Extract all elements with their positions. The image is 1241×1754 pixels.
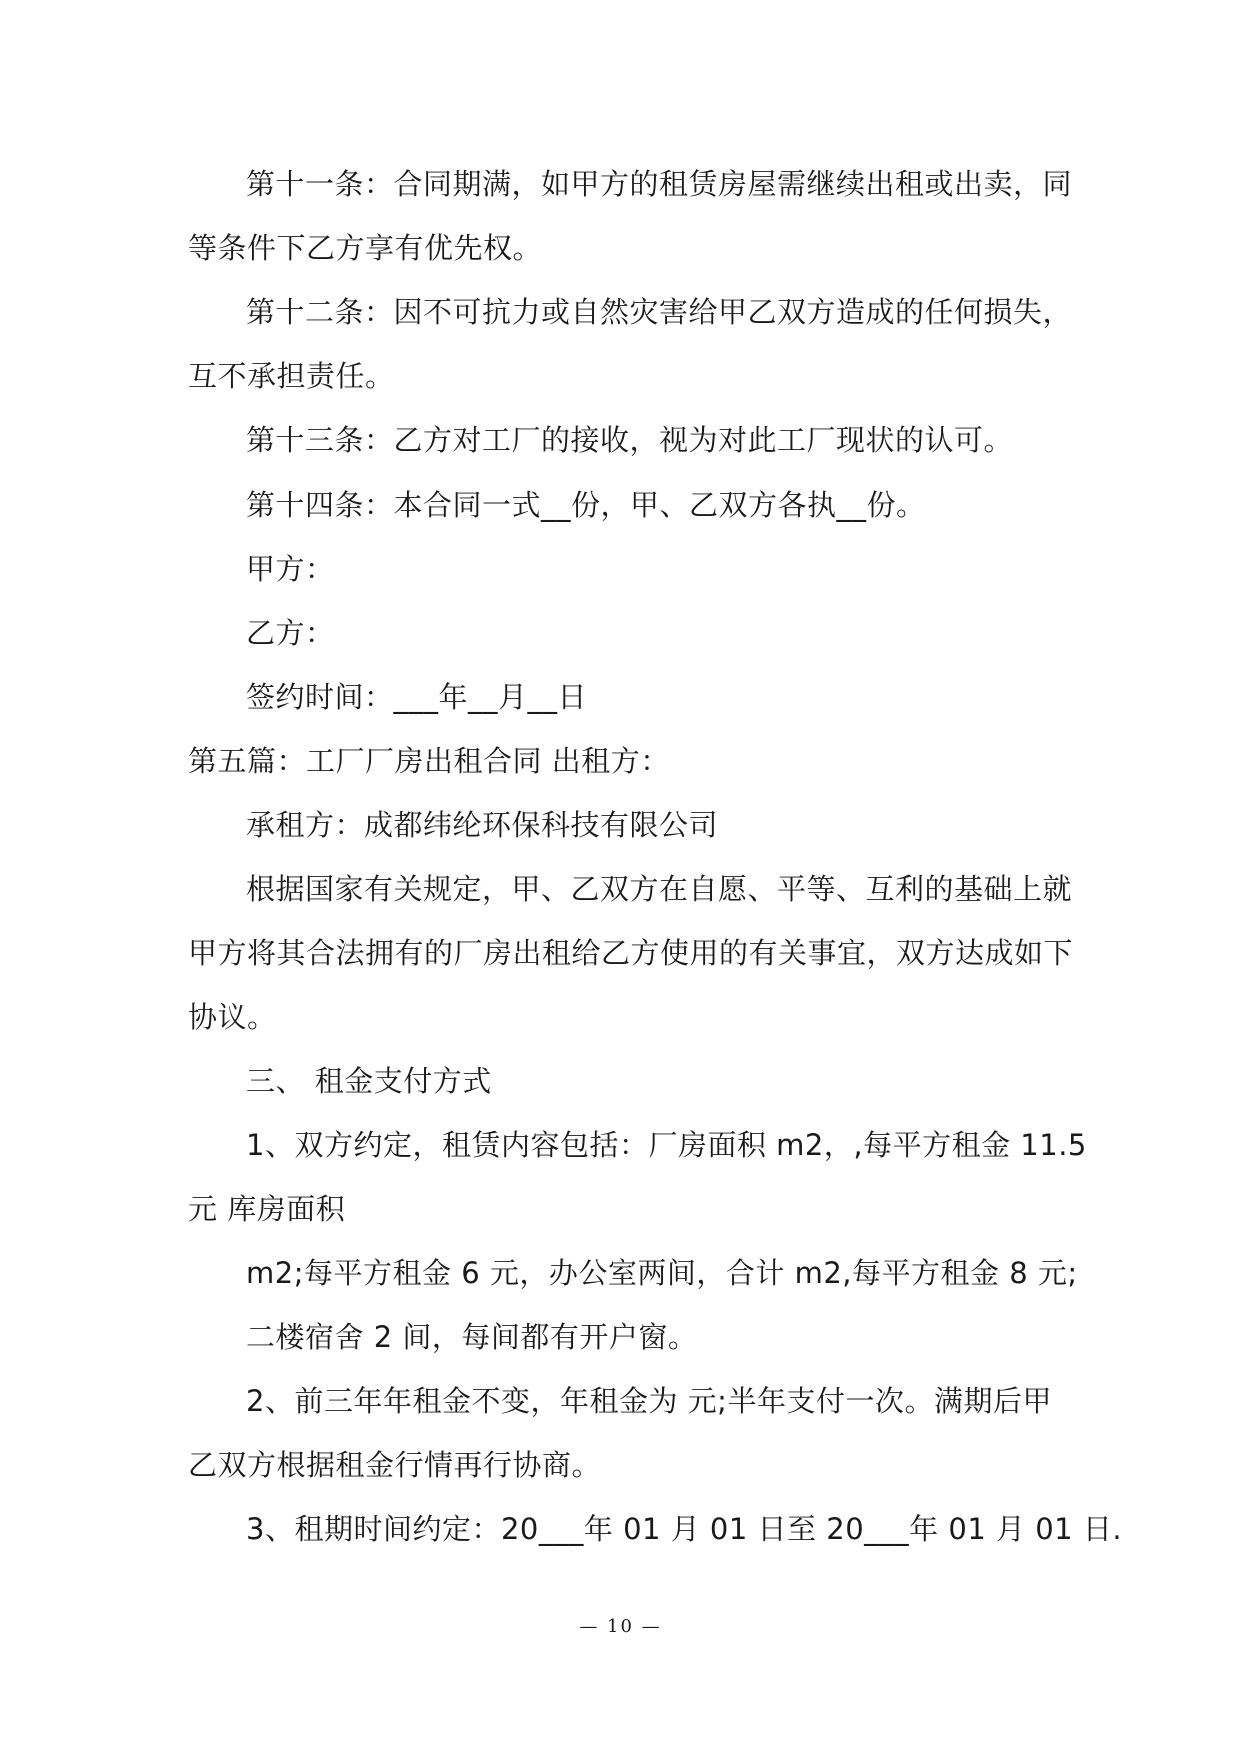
- party-a-label: 甲方：: [246, 552, 335, 586]
- article-14: 第十四条：本合同一式__份，甲、乙双方各执__份。: [246, 488, 926, 522]
- preamble-line-1: 根据国家有关规定，甲、乙双方在自愿、平等、互利的基础上就: [246, 872, 1073, 906]
- page-number: — 10 —: [579, 1616, 662, 1637]
- clause-2-line-1: 2、前三年年租金不变，年租金为 元;半年支付一次。满期后甲: [246, 1384, 1052, 1418]
- lessee-line: 承租方：成都纬纶环保科技有限公司: [246, 808, 719, 842]
- preamble-line-2: 甲方将其合法拥有的厂房出租给乙方使用的有关事宜，双方达成如下: [188, 936, 1074, 970]
- clause-1-line-2: 元 库房面积: [188, 1192, 346, 1226]
- clause-2-line-2: 乙双方根据租金行情再行协商。: [188, 1448, 602, 1482]
- clause-3-line-1: 3、租期时间约定：20___年 01 月 01 日至 20___年 01 月 01 日.: [246, 1512, 1123, 1546]
- article-12-line-2: 互不承担责任。: [188, 359, 395, 393]
- article-11-line-2: 等条件下乙方享有优先权。: [188, 231, 543, 265]
- party-b-label: 乙方：: [246, 616, 335, 650]
- clause-1-line-1: 1、双方约定，租赁内容包括：厂房面积 m2，,每平方租金 11.5: [246, 1128, 1087, 1162]
- clause-1-line-4: 二楼宿舍 2 间，每间都有开户窗。: [246, 1320, 698, 1354]
- preamble-line-3: 协议。: [188, 1000, 277, 1034]
- article-11-line-1: 第十一条：合同期满，如甲方的租赁房屋需继续出租或出卖，同: [246, 167, 1073, 201]
- section-heading: 第五篇：工厂厂房出租合同 出租方：: [188, 744, 670, 778]
- rent-payment-heading: 三、 租金支付方式: [246, 1064, 492, 1098]
- signing-date: 签约时间：___年__月__日: [246, 680, 588, 714]
- article-12-line-1: 第十二条：因不可抗力或自然灾害给甲乙双方造成的任何损失，: [246, 295, 1073, 329]
- article-13: 第十三条：乙方对工厂的接收，视为对此工厂现状的认可。: [246, 423, 1014, 457]
- clause-1-line-3: m2;每平方租金 6 元，办公室两间，合计 m2,每平方租金 8 元;: [246, 1256, 1078, 1290]
